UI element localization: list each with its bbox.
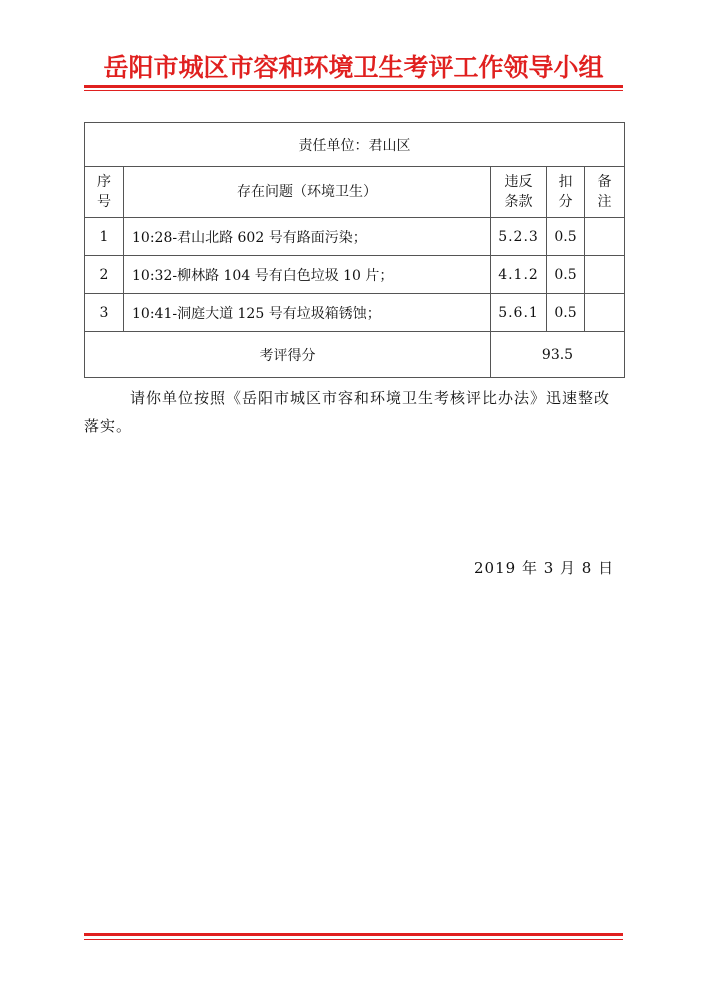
score-row <box>85 332 625 378</box>
row-deduct: 0.5 <box>547 256 585 294</box>
responsible-unit: 责任单位：君山区 <box>85 123 625 167</box>
letterhead-title: 岳阳市城区市容和环境卫生考评工作领导小组 <box>103 53 604 82</box>
header-issue: 存在问题（环境卫生） <box>124 167 491 218</box>
score-label: 考评得分 <box>85 332 491 378</box>
header-deduct: 扣 分 <box>547 167 585 218</box>
row-seq: 1 <box>85 218 124 256</box>
header-remark: 备 注 <box>585 167 625 218</box>
unit-row <box>85 123 625 167</box>
row-issue: 10:28-君山北路 602 号有路面污染； <box>124 218 491 256</box>
inspection-table <box>84 122 625 378</box>
footer-rule-thick <box>84 933 623 936</box>
row-remark <box>585 294 625 332</box>
footer-rule-thin <box>84 939 623 940</box>
row-deduct: 0.5 <box>547 218 585 256</box>
row-remark <box>585 218 625 256</box>
letterhead-rule-thin <box>84 90 623 91</box>
row-clause: 4.1.2 <box>491 256 547 294</box>
score-value: 93.5 <box>491 332 625 378</box>
issue-date: 2019 年 3 月 8 日 <box>474 559 615 577</box>
row-clause: 5.2.3 <box>491 218 547 256</box>
rectification-notice: 请你单位按照《岳阳市城区市容和环境卫生考核评比办法》迅速整改落实。 <box>84 389 611 435</box>
header-seq: 序 号 <box>85 167 124 218</box>
row-seq: 2 <box>85 256 124 294</box>
row-issue: 10:32-柳林路 104 号有白色垃圾 10 片； <box>124 256 491 294</box>
table-row <box>85 256 625 294</box>
row-seq: 3 <box>85 294 124 332</box>
header-row <box>85 167 625 218</box>
header-clause: 违反 条款 <box>491 167 547 218</box>
row-deduct: 0.5 <box>547 294 585 332</box>
row-issue: 10:41-洞庭大道 125 号有垃圾箱锈蚀； <box>124 294 491 332</box>
row-remark <box>585 256 625 294</box>
letterhead-rule-thick <box>84 85 623 88</box>
table-row <box>85 294 625 332</box>
table-row <box>85 218 625 256</box>
row-clause: 5.6.1 <box>491 294 547 332</box>
